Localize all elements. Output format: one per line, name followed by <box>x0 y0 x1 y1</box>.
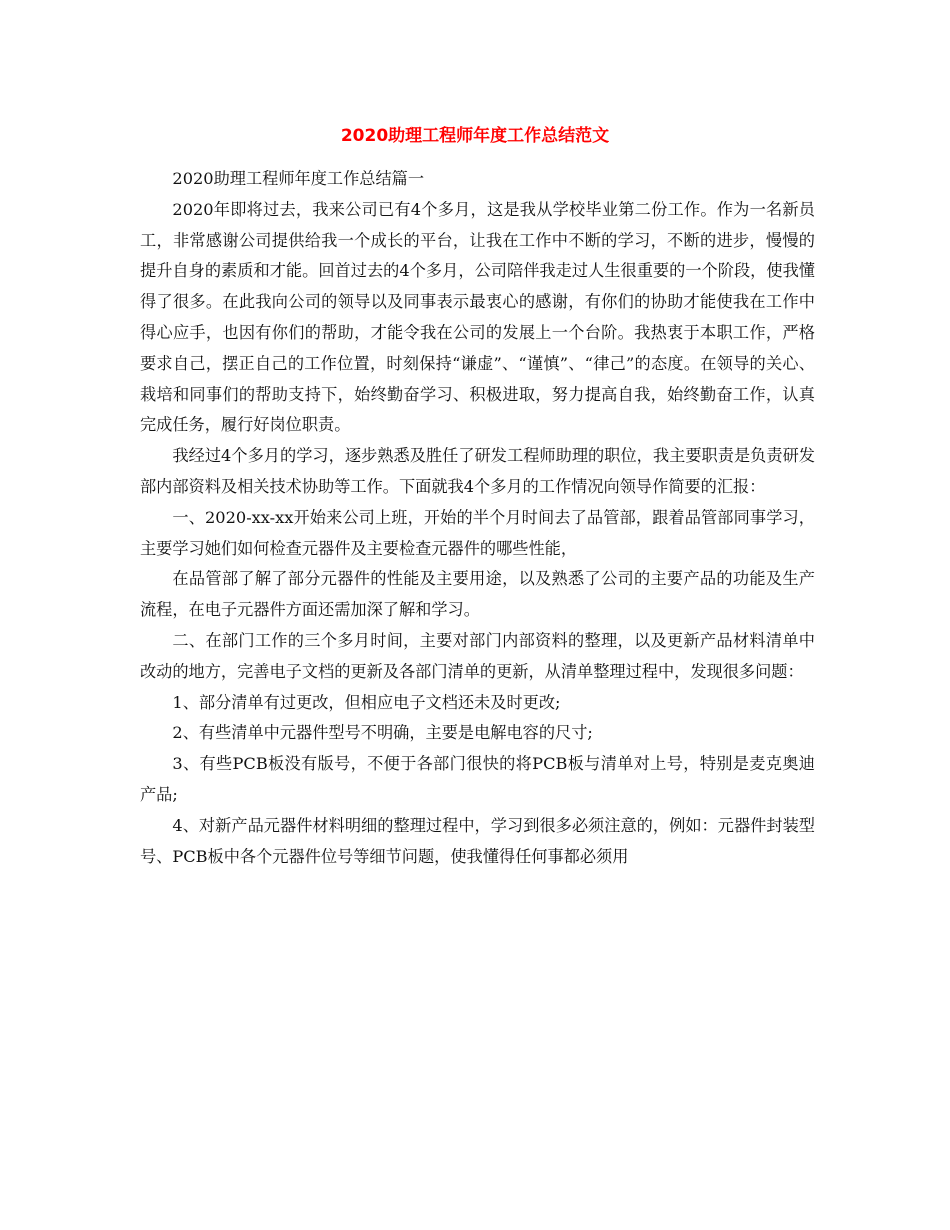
section-heading: 2020助理工程师年度工作总结篇一 <box>172 169 425 188</box>
list-item-4: 4、对新产品元器件材料明细的整理过程中，学习到很多必须注意的，例如：元器件封装型号、PCB板中各个元器件位号等细节问题，使我懂得任何事都必须用 <box>140 815 815 866</box>
paragraph-item-one: 一、2020-xx-xx开始来公司上班，开始的半个月时间去了品管部，跟着品管部同事学习，主要学习她们如何检查元器件及主要检查元器件的哪些性能， <box>140 507 815 558</box>
paragraph-duties: 我经过4个多月的学习，逐步熟悉及胜任了研发工程师助理的职位，我主要职责是负责研发部内部资料及相关技术协助等工作。下面就我4个多月的工作情况向领导作简要的汇报： <box>140 446 815 496</box>
list-item-1: 1、部分清单有过更改，但相应电子文档还未及时更改; <box>172 692 561 712</box>
paragraph-qc-learning: 在品管部了解了部分元器件的性能及主要用途，以及熟悉了公司的主要产品的功能及生产流程，在电子元器件方面还需加深了解和学习。 <box>140 569 815 620</box>
list-item-2: 2、有些清单中元器件型号不明确，主要是电解电容的尺寸; <box>172 723 593 743</box>
document-body <box>140 164 815 872</box>
list-item-3: 3、有些PCB板没有版号，不便于各部门很快的将PCB板与清单对上号，特别是麦克奥迪产品; <box>140 754 815 804</box>
document-title: 2020助理工程师年度工作总结范文 <box>340 126 610 146</box>
paragraph-item-two: 二、在部门工作的三个多月时间，主要对部门内部资料的整理，以及更新产品材料清单中改动的地方，完善电子文档的更新及各部门清单的更新，从清单整理过程中，发现很多问题： <box>140 630 815 681</box>
paragraph-intro: 2020年即将过去，我来公司已有4个多月，这是我从学校毕业第二份工作。作为一名新员工，非常感谢公司提供给我一个成长的平台，让我在工作中不断的学习，不断的进步，慢慢的提升自身的素质和才能。回首过去的4个多月，公司陪伴我走过人生很重要的一个阶段，使我懂得了很多。在此我向公司的领导以及同事表示最衷心的感谢，有你们的协助才能使我在工作中得心应手，也因有你们的帮助，才能令我在公司的发展上一个台阶。我热衷于本职工作，严格要求自己，摆正自己的工作位置，时刻保持“谦虚”、“谨慎”、“律己”的态度。在领导的关心、栽培和同事们的帮助支持下，始终勤奋学习、积极进取，努力提高自我，始终勤奋工作，认真完成任务，履行好岗位职责。 <box>140 199 815 435</box>
